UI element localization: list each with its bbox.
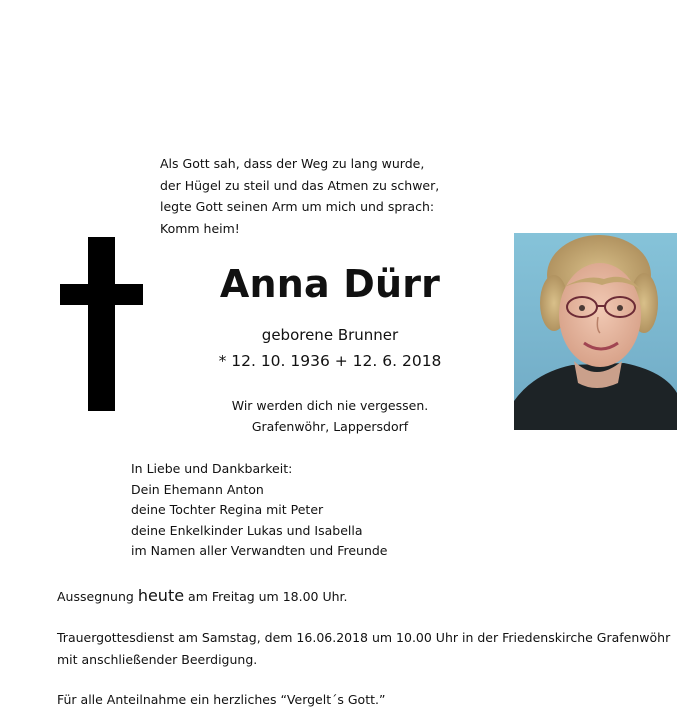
mourners-line: deine Enkelkinder Lukas und Isabella: [131, 522, 363, 538]
poem-line: legte Gott seinen Arm um mich und sprach:: [160, 199, 435, 214]
remembrance-line: Wir werden dich nie vergessen.: [231, 398, 429, 413]
mourners-list: [131, 459, 388, 562]
portrait-image: [514, 233, 677, 430]
aussegnung-prefix: Aussegnung: [57, 589, 134, 604]
aussegnung-suffix: am Freitag um 18.00 Uhr.: [188, 589, 348, 604]
mourners-line: Dein Ehemann Anton: [131, 481, 264, 497]
mourners-line: In Liebe und Dankbarkeit:: [131, 461, 293, 476]
places-line: Grafenwöhr, Lappersdorf: [251, 419, 409, 434]
life-dates: * 12. 10. 1936 + 12. 6. 2018: [218, 352, 442, 370]
aussegnung-today: heute: [137, 586, 185, 605]
cross-horizontal-bar: [60, 284, 143, 305]
poem-line: Als Gott sah, dass der Weg zu lang wurde,: [160, 156, 425, 171]
portrait-photo: [514, 233, 677, 430]
maiden-name: geborene Brunner: [261, 326, 399, 344]
poem-line: der Hügel zu steil und das Atmen zu schwer,: [160, 177, 440, 193]
burial-line: mit anschließender Beerdigung.: [57, 652, 258, 667]
thanks-line: Für alle Anteilnahme ein herzliches “Vergelt´s Gott.”: [57, 692, 386, 707]
cross-vertical-bar: [88, 237, 115, 411]
aussegnung-line: [57, 586, 348, 605]
mourners-line: im Namen aller Verwandten und Freunde: [131, 543, 388, 558]
poem: [160, 153, 439, 239]
service-line: Trauergottesdienst am Samstag, dem 16.06.2018 um 10.00 Uhr in der Friedenskirche Grafenwöhr: [57, 630, 671, 645]
poem-line: Komm heim!: [160, 220, 240, 236]
mourners-line: deine Tochter Regina mit Peter: [131, 502, 324, 517]
deceased-name: Anna Dürr: [219, 262, 441, 306]
